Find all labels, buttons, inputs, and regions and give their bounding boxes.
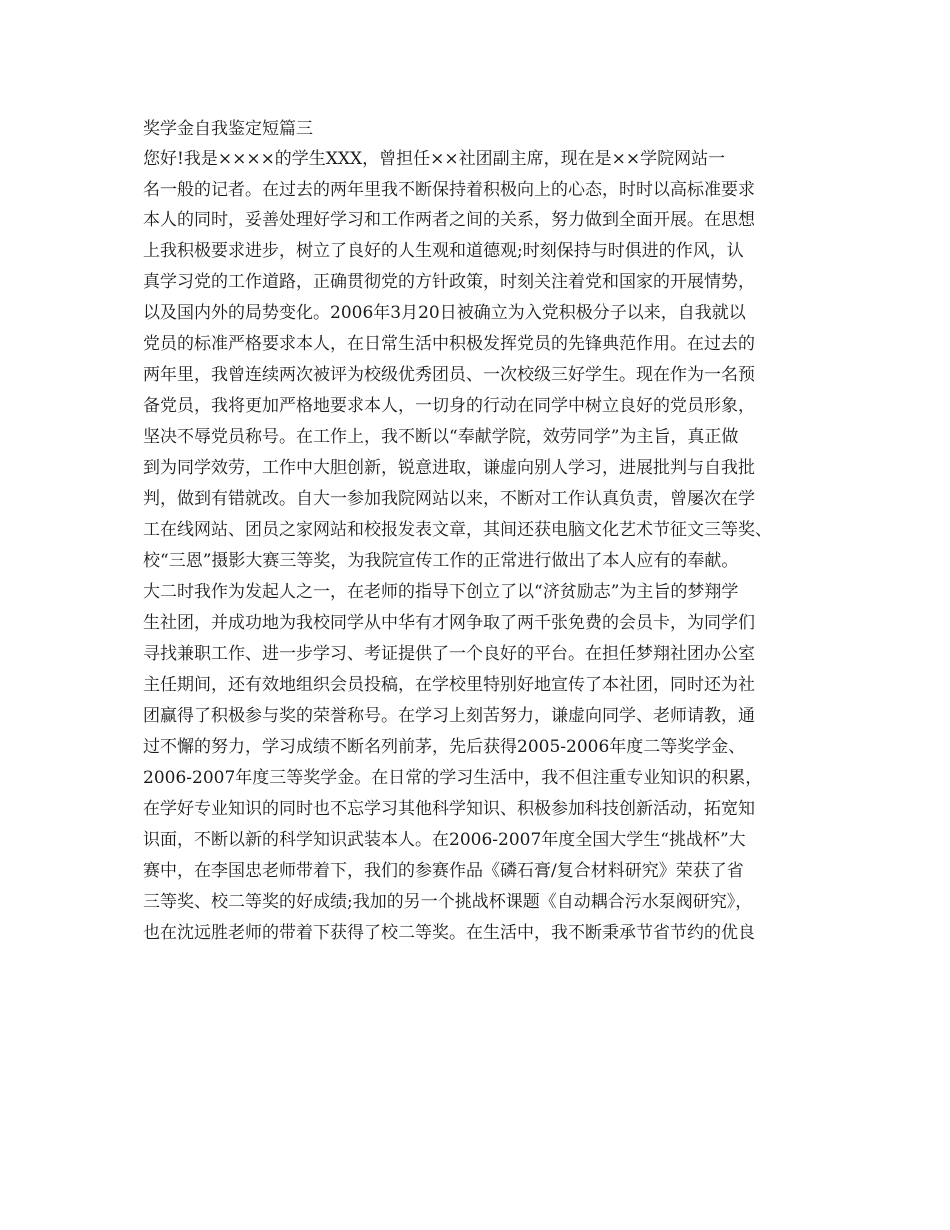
body-line: 真学习党的工作道路，正确贯彻党的方针政策，时刻关注着党和国家的开展情势，	[143, 272, 755, 292]
body-line: 2006-2007年度三等奖学金。在日常的学习生活中，我不但注重专业知识的积累，	[143, 768, 763, 788]
document-title: 奖学金自我鉴定短篇三	[143, 119, 313, 139]
body-line: 以及国内外的局势变化。2006年3月20日被确立为入党积极分子以来，自我就以	[143, 303, 746, 323]
body-line: 两年里，我曾连续两次被评为校级优秀团员、一次校级三好学生。现在作为一名预	[143, 365, 755, 385]
body-line: 寻找兼职工作、进一步学习、考证提供了一个良好的平台。在担任梦翔社团办公室	[143, 644, 755, 664]
body-line: 上我积极要求进步，树立了良好的人生观和道德观;时刻保持与时俱进的作风，认	[143, 241, 744, 261]
body-line: 到为同学效劳，工作中大胆创新，锐意进取，谦虚向别人学习，进展批判与自我批	[143, 458, 755, 478]
body-line: 名一般的记者。在过去的两年里我不断保持着积极向上的心态，时时以高标准要求	[143, 180, 755, 200]
body-line: 本人的同时，妥善处理好学习和工作两者之间的关系，努力做到全面开展。在思想	[143, 210, 755, 230]
body-line: 校“三恩”摄影大赛三等奖，为我院宣传工作的正常进行做出了本人应有的奉献。	[143, 551, 739, 571]
body-line: 团赢得了积极参与奖的荣誉称号。在学习上刻苦努力，谦虚向同学、老师请教，通	[143, 706, 755, 726]
body-line: 生社团，并成功地为我校同学从中华有才网争取了两千张免费的会员卡，为同学们	[143, 613, 755, 633]
body-line: 坚决不辱党员称号。在工作上，我不断以“奉献学院，效劳同学”为主旨，真正做	[143, 427, 739, 447]
body-line: 备党员，我将更加严格地要求本人，一切身的行动在同学中树立良好的党员形象，	[143, 396, 755, 416]
body-line: 主任期间，还有效地组织会员投稿，在学校里特别好地宣传了本社团，同时还为社	[143, 675, 755, 695]
body-line: 识面，不断以新的科学知识武装本人。在2006-2007年度全国大学生“挑战杯”大	[143, 830, 746, 850]
body-line: 您好!我是××××的学生XXX，曾担任××社团副主席，现在是××学院网站一	[143, 149, 726, 169]
body-line: 党员的标准严格要求本人，在日常生活中积极发挥党员的先锋典范作用。在过去的	[143, 334, 755, 354]
body-line: 大二时我作为发起人之一，在老师的指导下创立了以“济贫励志”为主旨的梦翔学	[143, 582, 739, 602]
body-line: 赛中，在李国忠老师带着下，我们的参赛作品《磷石膏/复合材料研究》荣获了省	[143, 861, 744, 881]
body-line: 判，做到有错就改。自大一参加我院网站以来，不断对工作认真负责，曾屡次在学	[143, 489, 755, 509]
body-line: 过不懈的努力，学习成绩不断名列前茅，先后获得2005-2006年度二等奖学金、	[143, 737, 746, 757]
body-line: 在学好专业知识的同时也不忘学习其他科学知识、积极参加科技创新活动，拓宽知	[143, 799, 755, 819]
body-line: 三等奖、校二等奖的好成绩;我加的另一个挑战杯课题《自动耦合污水泵阀研究》，	[143, 892, 753, 912]
body-line: 工在线网站、团员之家网站和校报发表文章，其间还获电脑文化艺术节征文三等奖、	[143, 520, 772, 540]
body-line: 也在沈远胜老师的带着下获得了校二等奖。在生活中，我不断秉承节省节约的优良	[143, 923, 755, 943]
